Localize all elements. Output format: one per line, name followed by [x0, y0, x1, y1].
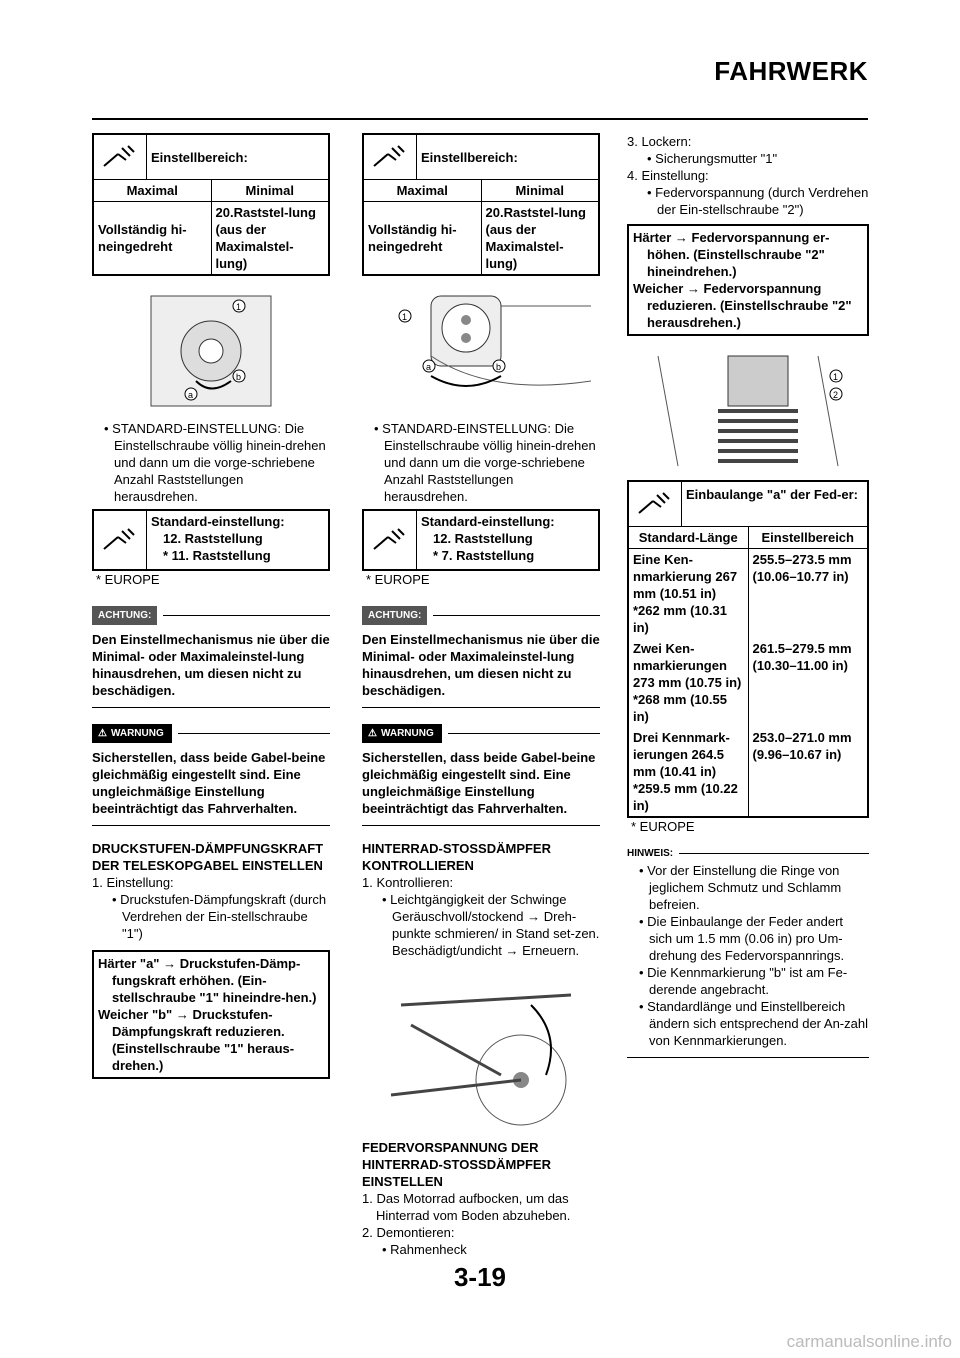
wrench-icon [364, 135, 417, 179]
europe-note: * EUROPE [631, 819, 695, 834]
col-min-header: Minimal [481, 180, 599, 201]
achtung-text: Den Einstellmechanismus nie über die Minimal- oder Maximaleinstel-lung hinausdrehen, um diesen nicht zu beschädigen. [92, 631, 330, 708]
step-1-sub: • Leichtgängigkeit der Schwinge [382, 892, 567, 907]
swingarm-illustration [371, 965, 591, 1135]
max-value: Vollständig hi-neingedreht [368, 222, 457, 254]
standard-setting-bullet: • STANDARD-EINSTELLUNG: Die Einstellschraube völlig hinein-drehen und dann um die vorge-schriebene Anzahl Raststellungen herausdrehen. [374, 421, 596, 504]
step-1: 1. Einstellung: [92, 875, 174, 890]
table-row: Zwei Ken-nmarkierungen 273 mm (10.75 in) *268 mm (10.55 in) 261.5–279.5 mm (10.30–11.00 in) [629, 638, 867, 727]
europe-note: * EUROPE [96, 572, 160, 587]
min-value: 20.Raststel-lung (aus der Maximalstel-lung) [481, 202, 599, 274]
standard-setting-box [92, 509, 330, 571]
column-3 [627, 133, 869, 1058]
std-title: Standard-einstellung: [151, 514, 285, 529]
warnung-text: Sicherstellen, dass beide Gabel-beine gleichmäßig eingestellt sind. Eine ungleichmäßige Einstellung beeinträchtigt das Fahrverhalten. [92, 749, 330, 826]
box-line-2: Weicher "b" → Druckstufen-Dämpfungskraft reduzieren. (Einstellschraube "1" heraus-drehen.) [98, 1007, 295, 1073]
col-range-header: Einstellbereich [748, 527, 868, 548]
fig-label-a: a [188, 390, 194, 400]
preload-adjust-box [627, 224, 869, 336]
note-item: • Standardlänge und Einstellbereich ändern sich entsprechend der An-zahl von Kennmarkierungen. [639, 999, 868, 1048]
hinweis-tag: HINWEIS: [627, 848, 674, 859]
section-heading-2: FEDERVORSPANNUNG DER HINTERRAD-STOSSDÄMPFER EINSTELLEN [362, 1140, 551, 1189]
box-line-2: Weicher → Federvorspannung reduzieren. (Einstellschraube "2" herausdrehen.) [633, 281, 852, 330]
warning-icon: ⚠ [98, 728, 107, 739]
fig-label-1: 1 [402, 312, 408, 322]
box-line-1: Härter → Federvorspannung er-höhen. (Einstellschraube "2" hineindrehen.) [633, 230, 830, 279]
col-max-header: Maximal [126, 183, 178, 198]
fig-label-1: 1 [236, 302, 242, 312]
step-3-sub: • Sicherungsmutter "1" [647, 151, 778, 166]
step-a: 1. Das Motorrad aufbocken, um das Hinterrad vom Boden abzuheben. [362, 1191, 571, 1223]
warnung-tag: ⚠ WARNUNG [92, 724, 172, 743]
step-1-sub2: Geräuschvoll/stockend → Dreh-punkte schmieren/ in Stand set-zen. [392, 909, 600, 941]
achtung-tag: ACHTUNG: [362, 606, 427, 625]
fig-label-b: b [496, 362, 502, 372]
step-1: 1. Kontrollieren: [362, 875, 454, 890]
step-1-sub: • Druckstufen-Dämpfungskraft (durch Verdrehen der Ein-stellschraube "1") [112, 892, 327, 941]
std-title: Standard-einstellung: [421, 514, 555, 529]
adjust-range-table [92, 133, 330, 276]
table-row: Eine Ken-nmarkierung 267 mm (10.51 in) *262 mm (10.31 in) 255.5–273.5 mm (10.06–10.77 in) [629, 549, 867, 638]
wrench-icon [364, 511, 417, 569]
wrench-icon [94, 135, 147, 179]
step-4: 4. Einstellung: [627, 168, 709, 183]
adjust-range-table [362, 133, 600, 276]
watermark: carmanualsonline.info [786, 1332, 952, 1351]
page-title: FAHRWERK [714, 56, 868, 86]
page-number: 3-19 [453, 1262, 507, 1292]
shock-compression-illustration [371, 286, 591, 416]
fig-label-a: a [426, 362, 432, 372]
warning-icon: ⚠ [368, 728, 377, 739]
spec-title: Einstellbereich: [421, 149, 518, 165]
step-4-sub: • Federvorspannung (durch Verdrehen der Ein-stellschraube "2") [647, 185, 869, 217]
table-title: Einbaulange "a" der Fed-er: [686, 487, 858, 502]
hinweis-notes [627, 862, 869, 1058]
fig-label-2: 2 [833, 390, 839, 400]
standard-setting-box [362, 509, 600, 571]
fig-label-b: b [236, 372, 242, 382]
std-line2: * 11. Raststellung [163, 548, 271, 563]
step-b-sub: • Rahmenheck [382, 1242, 467, 1257]
hinweis-header [627, 845, 869, 862]
spring-preload-illustration [638, 346, 858, 476]
achtung-text: Den Einstellmechanismus nie über die Minimal- oder Maximaleinstel-lung hinausdrehen, um diesen nicht zu beschädigen. [362, 631, 600, 708]
section-heading: DRUCKSTUFEN-DÄMPFUNGSKRAFT DER TELESKOPGABEL EINSTELLEN [92, 841, 324, 873]
wrench-icon [629, 482, 682, 526]
step-1-sub3: Beschädigt/undicht → Erneuern. [392, 943, 580, 958]
col-max-header: Maximal [396, 183, 448, 198]
warnung-tag: ⚠ WARNUNG [362, 724, 442, 743]
col-standard-header: Standard-Länge [638, 530, 738, 545]
spring-length-table [627, 480, 869, 818]
max-value: Vollständig hi-neingedreht [98, 222, 187, 254]
section-heading: HINTERRAD-STOSSDÄMPFER KONTROLLIEREN [362, 841, 551, 873]
europe-note: * EUROPE [366, 572, 430, 587]
note-item: • Vor der Einstellung die Ringe von jeglichem Schmutz und Schlamm befreien. [639, 863, 842, 912]
standard-setting-bullet: • STANDARD-EINSTELLUNG: Die Einstellschraube völlig hinein-drehen und dann um die vorge-schriebene Anzahl Raststellungen herausdrehen. [104, 421, 326, 504]
box-line-1: Härter "a" → Druckstufen-Dämp-fungskraft erhöhen. (Ein-stellschraube "1" hineindre-hen.) [98, 956, 317, 1005]
spec-title: Einstellbereich: [151, 149, 248, 165]
std-line1: 12. Raststellung [163, 531, 263, 546]
column-1 [92, 133, 330, 1079]
column-2 [362, 133, 600, 1258]
table-row: Drei Kennmark-ierungen 264.5 mm (10.41 in) *259.5 mm (10.22 in) 253.0–271.0 mm (9.96–10.67 in) [629, 727, 867, 816]
wrench-icon [94, 511, 147, 569]
note-item: • Die Kennmarkierung "b" ist am Fe-derende angebracht. [639, 965, 848, 997]
fork-adjuster-illustration [111, 286, 311, 416]
warnung-text: Sicherstellen, dass beide Gabel-beine gleichmäßig eingestellt sind. Eine ungleichmäßige Einstellung beeinträchtigt das Fahrverhalten. [362, 749, 600, 826]
note-item: • Die Einbaulange der Feder andert sich um 1.5 mm (0.06 in) pro Um-drehung des Federvorspannrings. [639, 914, 845, 963]
header-rule [92, 118, 868, 120]
step-3: 3. Lockern: [627, 134, 692, 149]
step-b: 2. Demontieren: [362, 1225, 455, 1240]
min-value: 20.Raststel-lung (aus der Maximalstel-lung) [211, 202, 329, 274]
col-min-header: Minimal [211, 180, 329, 201]
fig-label-1: 1 [833, 372, 839, 382]
damping-adjust-box [92, 950, 330, 1079]
achtung-tag: ACHTUNG: [92, 606, 157, 625]
std-line1: 12. Raststellung [433, 531, 533, 546]
std-line2: * 7. Raststellung [433, 548, 535, 563]
